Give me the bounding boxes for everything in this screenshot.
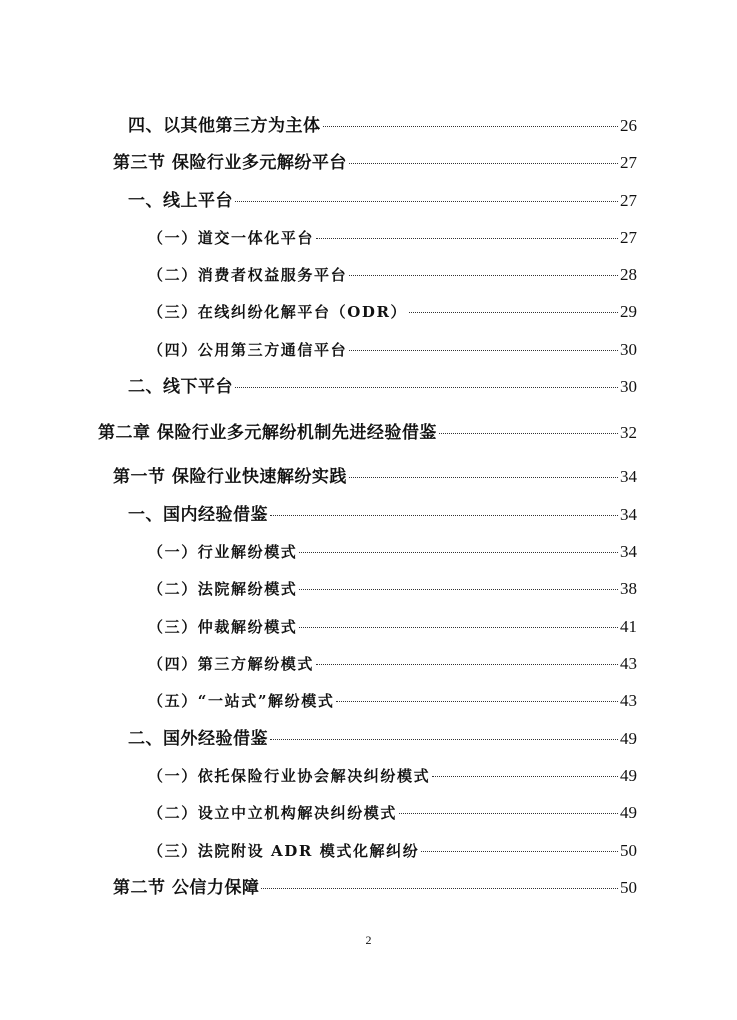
- toc-entry-title: （二）法院解纷模式: [148, 580, 298, 598]
- dot-leader: [235, 386, 618, 388]
- dot-leader: [323, 125, 619, 127]
- toc-entry-title: 第一节 保险行业快速解纷实践: [113, 467, 347, 487]
- dot-leader: [349, 274, 618, 276]
- toc-entry-title: （四）公用第三方通信平台: [148, 341, 348, 359]
- toc-entry[interactable]: [148, 263, 637, 287]
- toc-entry-title: （三）法院附设 ADR 模式化解纠纷: [148, 842, 420, 860]
- toc-entry[interactable]: [148, 226, 637, 250]
- dot-leader: [261, 887, 618, 889]
- toc-entry[interactable]: [148, 652, 637, 676]
- toc-entry-page: 43: [620, 654, 637, 673]
- toc-entry-page: 34: [620, 467, 637, 486]
- toc-entry-title: 第二节 公信力保障: [113, 878, 260, 898]
- dot-leader: [421, 850, 618, 852]
- toc-entry-page: 38: [620, 579, 637, 598]
- page-number: 2: [365, 933, 372, 947]
- toc-entry-title: （二）消费者权益服务平台: [148, 266, 348, 284]
- toc-entry-title: （一）行业解纷模式: [148, 543, 298, 561]
- toc-entry-title: 二、线下平台: [128, 377, 233, 397]
- dot-leader: [299, 551, 618, 553]
- toc-entry[interactable]: [113, 465, 637, 489]
- toc-entry-page: 26: [620, 116, 637, 135]
- toc-entry-title: 二、国外经验借鉴: [128, 729, 268, 749]
- toc-entry-page: 43: [620, 691, 637, 710]
- toc-entry[interactable]: [128, 114, 637, 138]
- dot-leader: [235, 200, 618, 202]
- toc-entry-page: 27: [620, 153, 637, 172]
- toc-entry[interactable]: [128, 189, 637, 213]
- dot-leader: [349, 476, 618, 478]
- toc-entry[interactable]: [113, 151, 637, 175]
- toc-entry[interactable]: [148, 839, 637, 863]
- toc-entry-page: 34: [620, 505, 637, 524]
- toc-entry-title: （二）设立中立机构解决纠纷模式: [148, 804, 398, 822]
- toc-entry-page: 50: [620, 841, 637, 860]
- toc-entry-page: 29: [620, 302, 637, 321]
- dot-leader: [336, 700, 618, 702]
- dot-leader: [349, 162, 618, 164]
- toc-entry[interactable]: [148, 801, 637, 825]
- toc-entry[interactable]: [98, 421, 637, 445]
- toc-entry[interactable]: [148, 540, 637, 564]
- dot-leader: [432, 775, 618, 777]
- toc-entry-title: 第三节 保险行业多元解纷平台: [113, 153, 347, 173]
- dot-leader: [299, 588, 618, 590]
- dot-leader: [316, 663, 618, 665]
- toc-entry[interactable]: [128, 503, 637, 527]
- dot-leader: [316, 237, 618, 239]
- toc-entry-title: （一）道交一体化平台: [148, 229, 315, 247]
- toc-entry-page: 30: [620, 340, 637, 359]
- dot-leader: [270, 514, 618, 516]
- toc-entry-page: 49: [620, 729, 637, 748]
- toc-entry-page: 27: [620, 228, 637, 247]
- toc-entry-title: （三）在线纠纷化解平台（ODR）: [148, 303, 408, 321]
- toc-entry-title: （一）依托保险行业协会解决纠纷模式: [148, 767, 431, 785]
- toc-entry-page: 30: [620, 377, 637, 396]
- toc-entry-title: （三）仲裁解纷模式: [148, 618, 298, 636]
- toc-entry-title: 四、以其他第三方为主体: [128, 116, 321, 136]
- dot-leader: [399, 812, 618, 814]
- toc-entry-page: 41: [620, 617, 637, 636]
- toc-entry[interactable]: [148, 689, 637, 713]
- toc-entry[interactable]: [113, 876, 637, 900]
- toc-entry-page: 27: [620, 191, 637, 210]
- toc-entry[interactable]: [148, 338, 637, 362]
- toc-entry-page: 49: [620, 766, 637, 785]
- toc-entry-page: 49: [620, 803, 637, 822]
- toc-entry[interactable]: [148, 300, 637, 324]
- toc-entry[interactable]: [128, 727, 637, 751]
- toc-entry[interactable]: [148, 615, 637, 639]
- toc-entry-page: 34: [620, 542, 637, 561]
- dot-leader: [299, 626, 618, 628]
- toc-entry-title: 一、国内经验借鉴: [128, 505, 268, 525]
- dot-leader: [439, 432, 618, 434]
- toc-entry[interactable]: [148, 764, 637, 788]
- dot-leader: [409, 311, 618, 313]
- toc-entry[interactable]: [148, 577, 637, 601]
- toc-entry-title: （五）“一站式”解纷模式: [148, 692, 335, 710]
- toc-entry-title: 第二章 保险行业多元解纷机制先进经验借鉴: [98, 423, 437, 443]
- dot-leader: [270, 738, 618, 740]
- toc-entry-page: 50: [620, 878, 637, 897]
- toc-entry-title: （四）第三方解纷模式: [148, 655, 315, 673]
- dot-leader: [349, 349, 618, 351]
- toc-entry[interactable]: [128, 375, 637, 399]
- toc-entry-page: 32: [620, 423, 637, 442]
- toc-entry-title: 一、线上平台: [128, 191, 233, 211]
- toc-entry-page: 28: [620, 265, 637, 284]
